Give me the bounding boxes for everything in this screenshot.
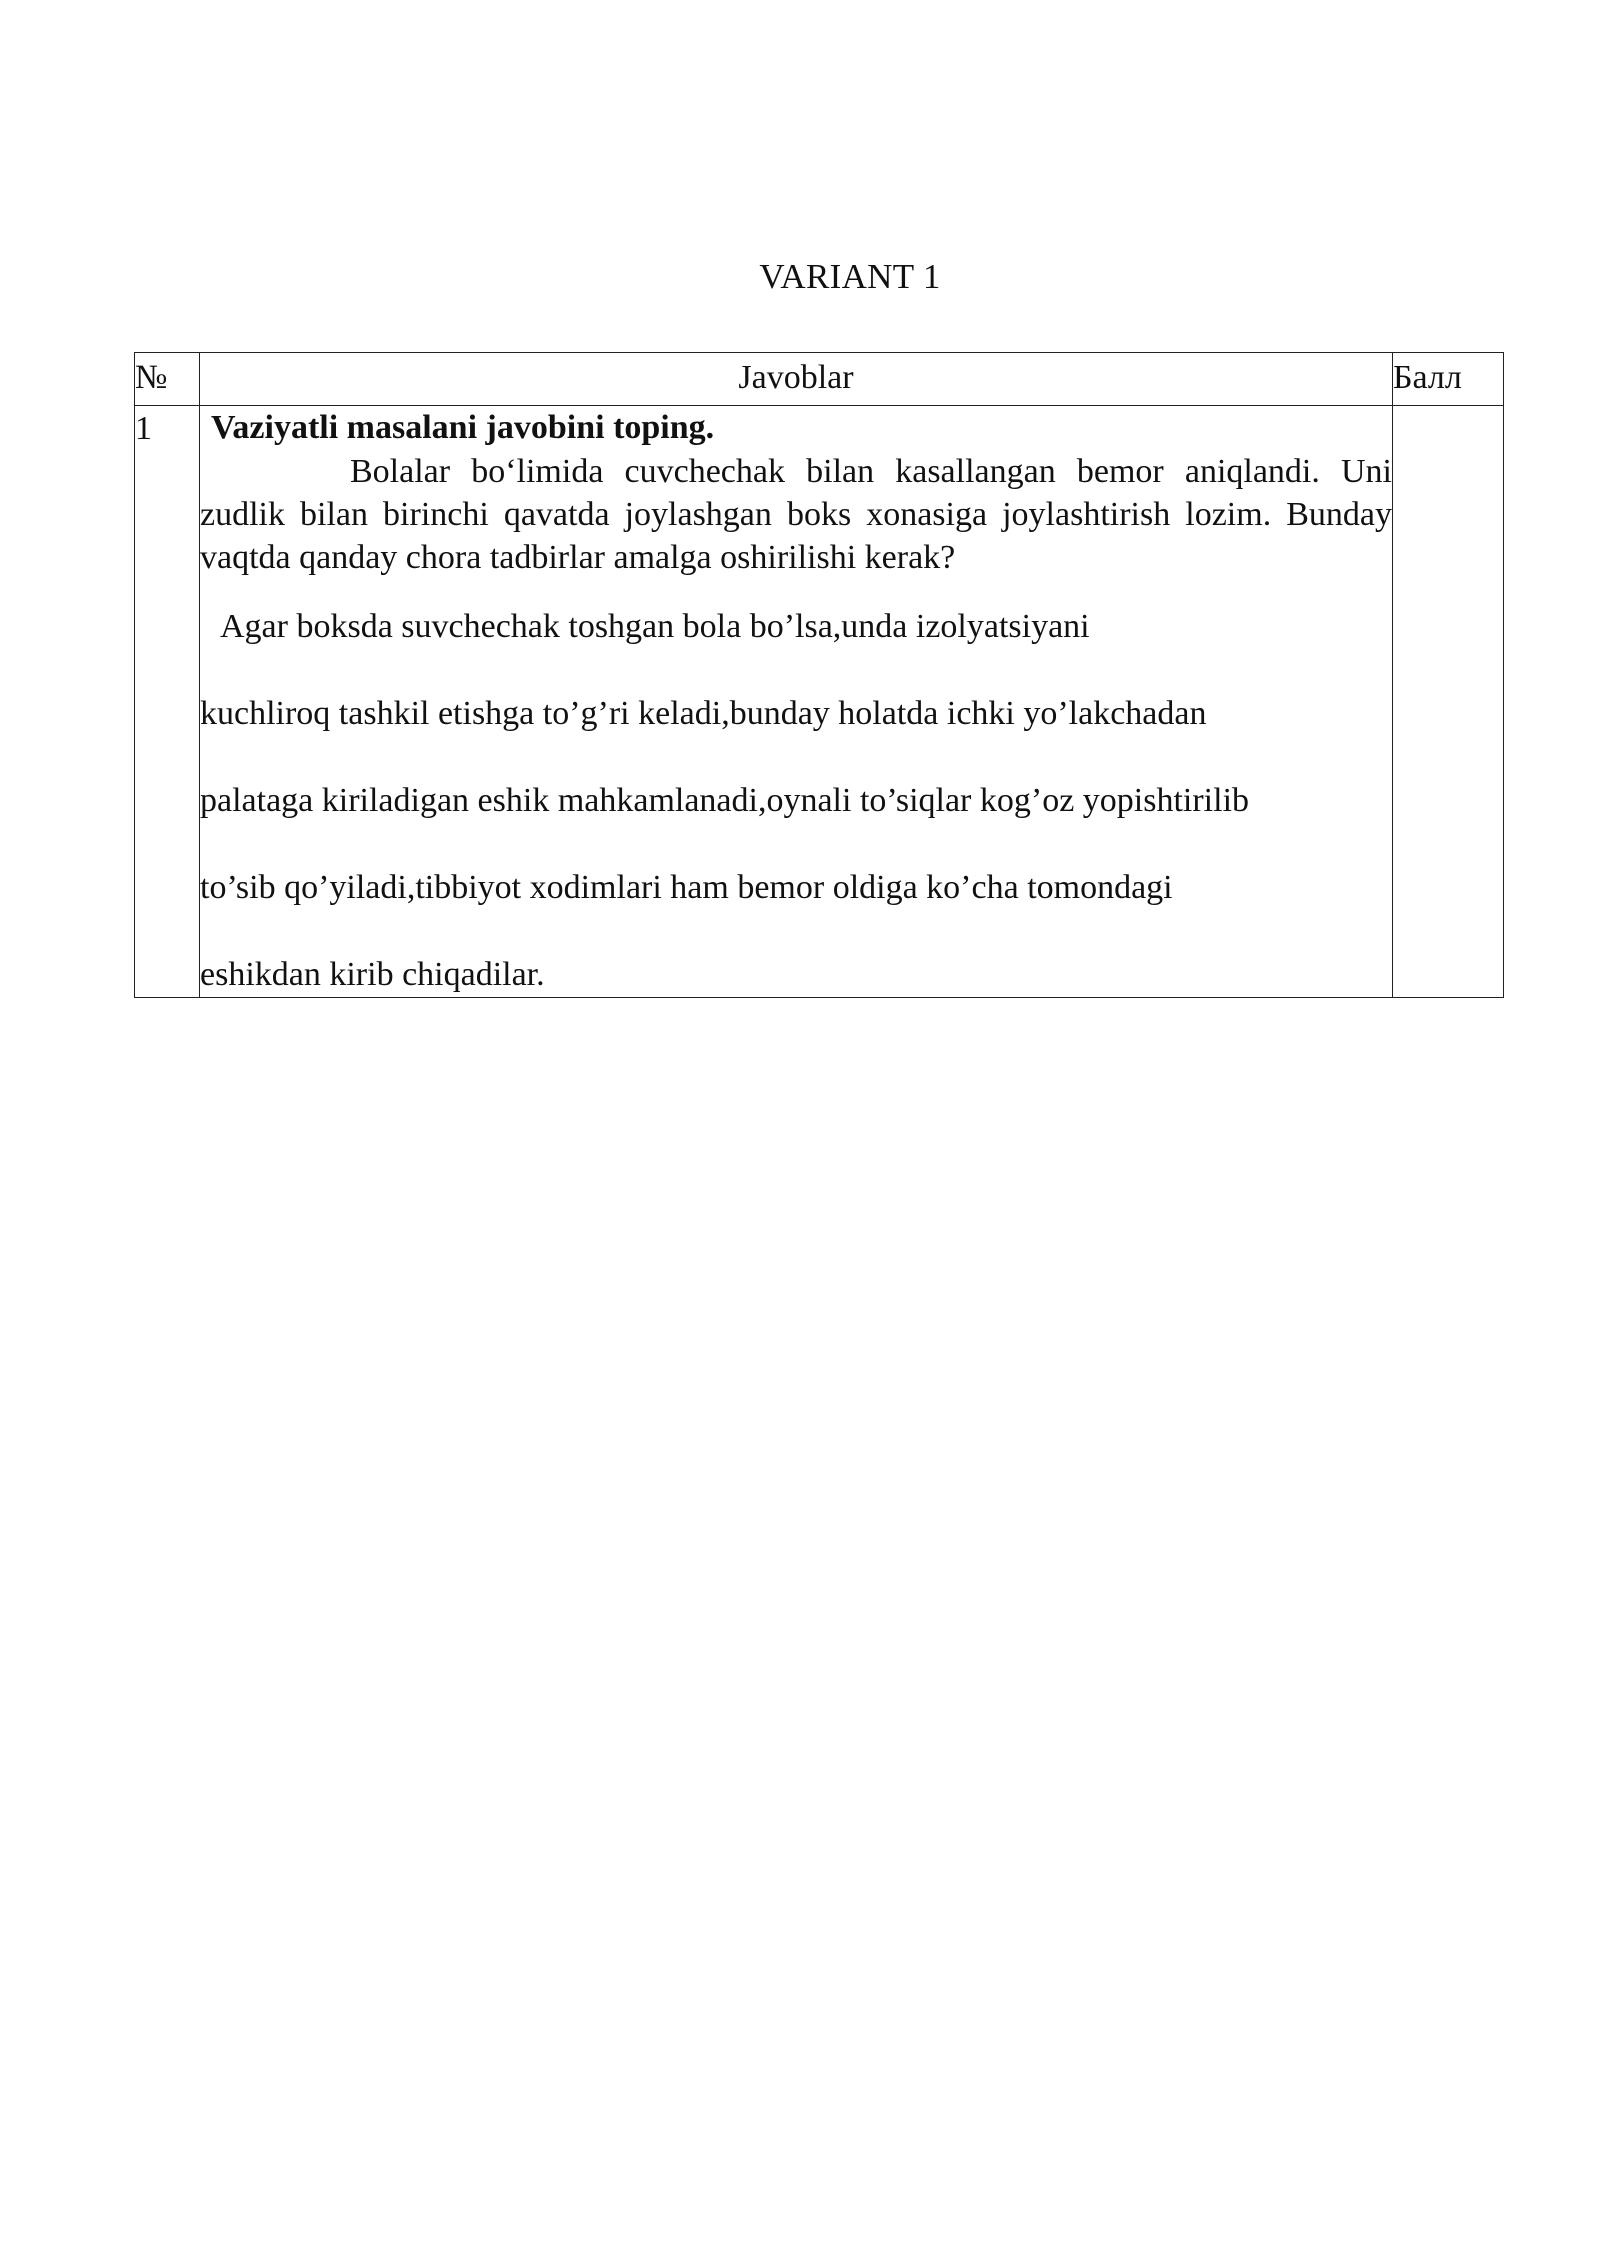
- column-header-number: №: [135, 353, 200, 406]
- answer-line: Agar boksda suvchechak toshgan bola bo’lsa,unda izolyatsiyani: [220, 608, 1090, 645]
- answer-table: [134, 352, 1504, 998]
- table-row: [135, 406, 1504, 998]
- answer-cell: [200, 406, 1393, 998]
- question-title: Vaziyatli masalani javobini toping.: [211, 409, 715, 446]
- column-header-score: Балл: [1393, 353, 1504, 406]
- answer-line: to’sib qo’yiladi,tibbiyot xodimlari ham bemor oldiga ko’cha tomondagi: [200, 869, 1173, 906]
- score-cell: [1393, 406, 1504, 998]
- answer-line: eshikdan kirib chiqadilar.: [200, 956, 545, 993]
- page-title: VARIANT 1: [759, 257, 941, 296]
- column-header-answers: Javoblar: [200, 353, 1393, 406]
- table-header-row: [135, 353, 1504, 406]
- row-number: 1: [135, 406, 200, 998]
- answer-line: palataga kiriladigan eshik mahkamlanadi,oynali to’siqlar kog’oz yopishtirilib: [200, 782, 1250, 819]
- answer-line: kuchliroq tashkil etishga to’g’ri keladi,bunday holatda ichki yo’lakchadan: [200, 695, 1207, 732]
- answer-text: [200, 605, 1392, 997]
- question-text: Bolalar bo‘limida cuvchechak bilan kasallangan bemor aniqlandi. Uni zudlik bilan birinchi qavatda joylashgan boks xonasiga joylashtirish lozim. Bunday vaqtda qanday chora tadbirlar amalga oshirilishi kerak?: [200, 453, 1392, 576]
